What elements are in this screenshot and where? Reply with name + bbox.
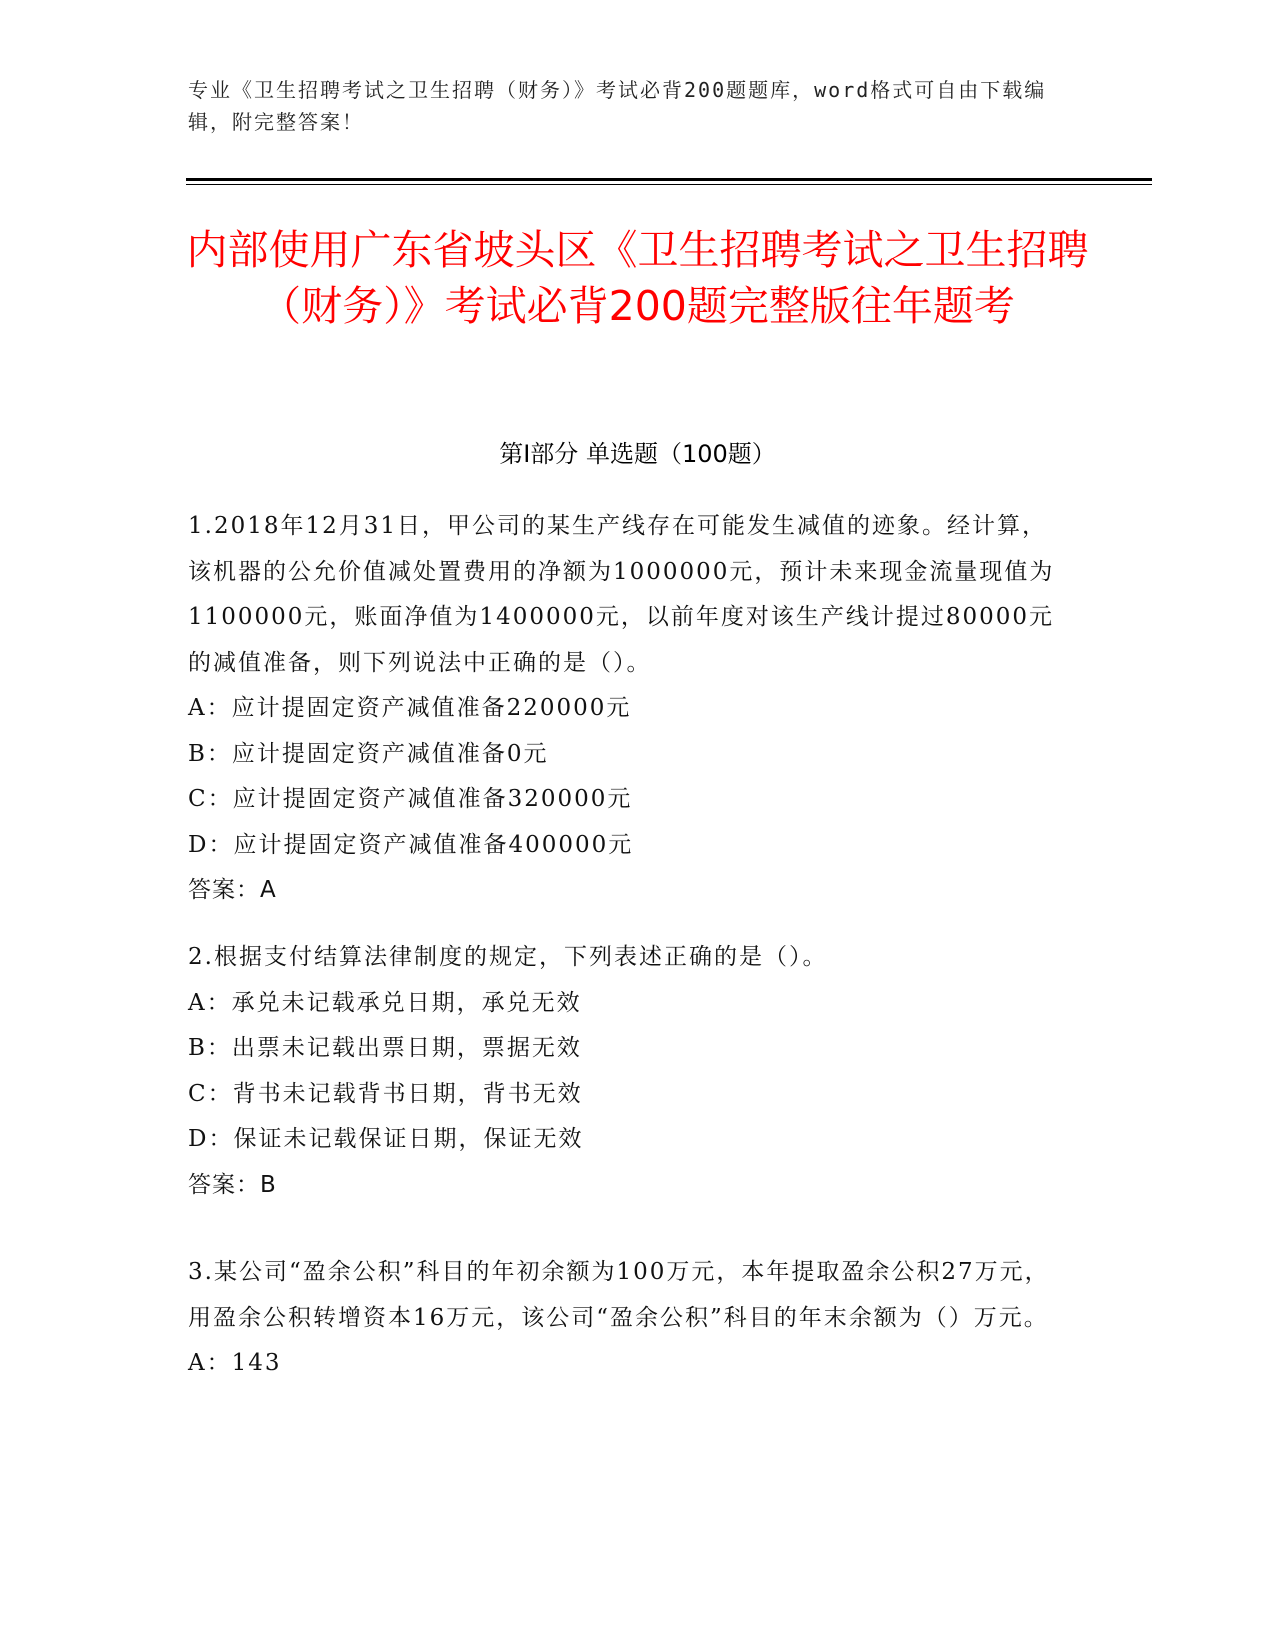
question-text: 2.根据支付结算法律制度的规定，下列表述正确的是（）。: [188, 944, 828, 970]
answer: 答案：A: [188, 877, 277, 903]
option-b: B：出票未记载出票日期，票据无效: [188, 1035, 582, 1061]
header-rule-thin: [186, 184, 1152, 185]
header-rule-thick: [186, 178, 1152, 181]
option-c: C：应计提固定资产减值准备320000元: [188, 786, 633, 812]
section-heading: 第I部分 单选题（100题）: [499, 440, 776, 468]
document-title: 内部使用广东省坡头区《卫生招聘考试之卫生招聘（财务）》考试必背200题完整版往年题考: [186, 226, 1089, 330]
option-a: A：承兑未记载承兑日期，承兑无效: [188, 989, 582, 1016]
option-d: D：保证未记载保证日期，保证无效: [188, 1126, 584, 1152]
question-text: 3.某公司“盈余公积”科目的年初余额为100万元，本年提取盈余公积27万元，用盈余公积转增资本16万元，该公司“盈余公积”科目的年末余额为（）万元。: [188, 1259, 1050, 1331]
question-3: [188, 1250, 1068, 1387]
question-text: 1.2018年12月31日，甲公司的某生产线存在可能发生减值的迹象。经计算，该机器的公允价值减处置费用的净额为1000000元，预计未来现金流量现值为1100000元，账面净值为1400000元，以前年度对该生产线计提过80000元的减值准备，则下列说法中正确的是（）。: [188, 513, 1055, 676]
option-c: C：背书未记载背书日期，背书无效: [188, 1080, 583, 1107]
option-a: A：应计提固定资产减值准备220000元: [188, 695, 632, 721]
answer: 答案：B: [188, 1171, 277, 1198]
option-a: A：143: [188, 1350, 282, 1376]
option-b: B：应计提固定资产减值准备0元: [188, 740, 549, 767]
option-d: D：应计提固定资产减值准备400000元: [188, 831, 634, 858]
header-note: 专业《卫生招聘考试之卫生招聘（财务）》考试必背200题题库，word格式可自由下载编辑，附完整答案！: [188, 78, 1047, 134]
question-2: [188, 935, 1068, 1208]
question-1: [188, 504, 1068, 914]
